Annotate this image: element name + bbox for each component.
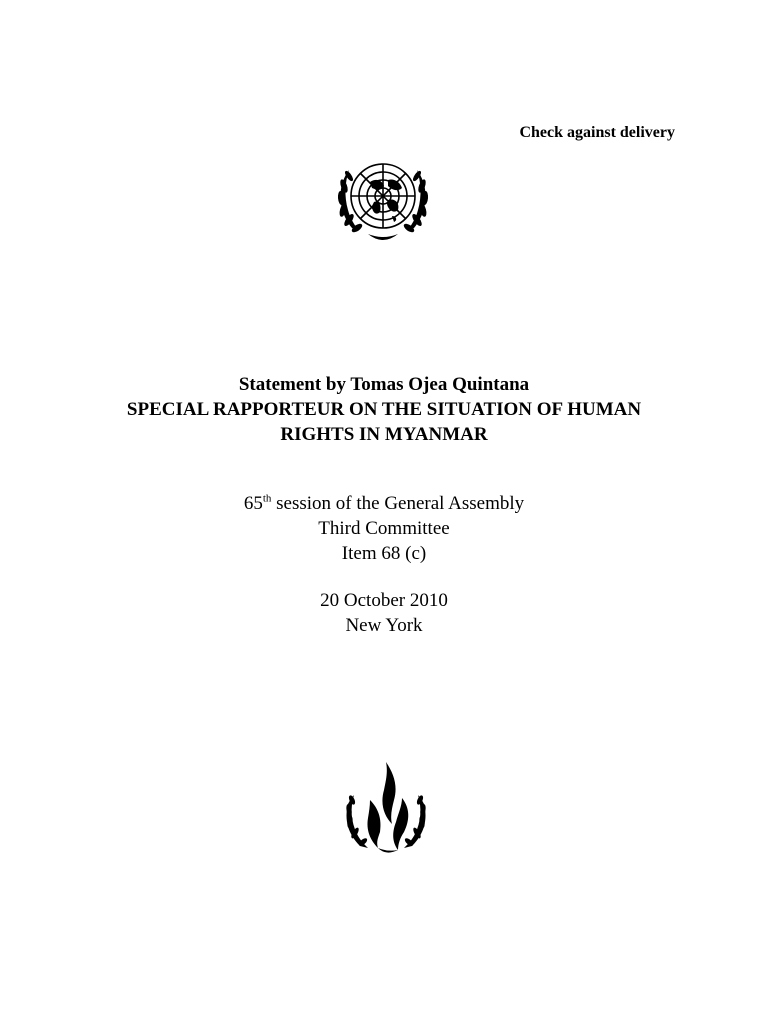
human-rights-council-emblem-icon xyxy=(340,760,432,860)
check-against-delivery: Check against delivery xyxy=(519,124,675,141)
session-line xyxy=(0,491,768,516)
session-number: 65 xyxy=(243,493,263,514)
item-line: Item 68 (c) xyxy=(341,543,427,564)
session-text: session of the General Assembly xyxy=(271,493,525,514)
committee-line: Third Committee xyxy=(318,518,450,539)
un-emblem-icon xyxy=(332,156,434,246)
rapporteur-title-line1: SPECIAL RAPPORTEUR ON THE SITUATION OF HUMAN xyxy=(126,399,642,420)
date-location-block xyxy=(0,588,768,638)
session-block xyxy=(0,491,768,566)
session-ordinal-suffix: th xyxy=(262,492,272,505)
statement-by-line: Statement by Tomas Ojea Quintana xyxy=(238,374,530,395)
statement-title-block xyxy=(0,372,768,447)
event-location: New York xyxy=(345,615,423,636)
event-date: 20 October 2010 xyxy=(320,590,448,611)
rapporteur-title-line2: RIGHTS IN MYANMAR xyxy=(280,424,488,445)
